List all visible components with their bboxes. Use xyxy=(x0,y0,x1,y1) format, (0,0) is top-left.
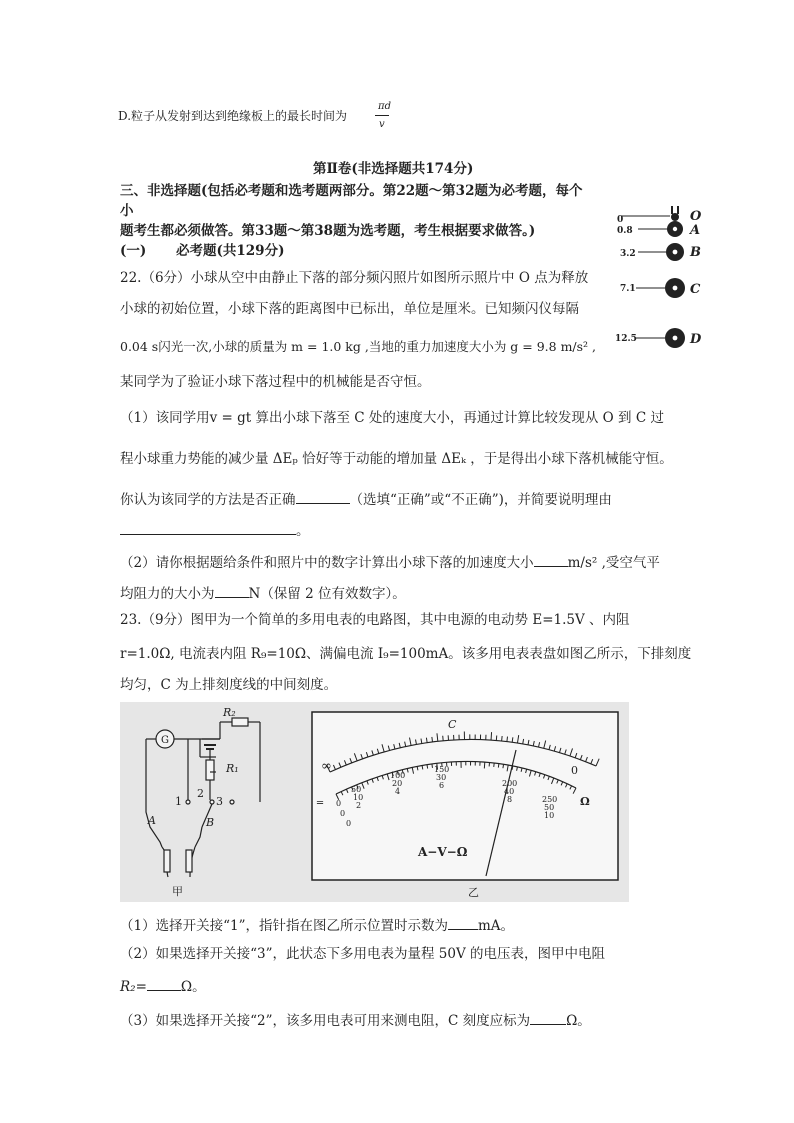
q23-line3: 均匀，C 为上排刻度线的中间刻度。 xyxy=(120,677,338,693)
terminal-b-label: B xyxy=(206,816,215,829)
mode-text: A−V−Ω xyxy=(418,845,468,859)
infinity-label: ∞ xyxy=(321,759,332,774)
q23-p3-a: （3）如果选择开关接“2”，该多用电表可用来测电阻，C 刻度应标为 xyxy=(120,1013,531,1029)
answer-blank-acceleration[interactable] xyxy=(534,554,568,567)
switch-contact-2 xyxy=(210,800,214,804)
ball-strobe-figure xyxy=(610,200,710,350)
mid-number-20: 20 xyxy=(392,779,403,788)
q22-p2-line1 xyxy=(120,554,660,571)
q22-p2-line2-a: 均阻力的大小为 xyxy=(120,586,215,602)
q22-p1-line3-a: 你认为该同学的方法是否正确 xyxy=(120,492,296,508)
q23-p1 xyxy=(120,917,514,934)
upper-number-250: 250 xyxy=(542,795,558,804)
label-o: O xyxy=(690,209,702,224)
distance-b: 3.2 xyxy=(620,249,636,259)
circuit-diagram xyxy=(120,702,300,902)
scale-tick xyxy=(491,732,492,740)
q23-p2b xyxy=(120,978,206,995)
distance-c: 7.1 xyxy=(620,284,636,294)
scale-tick xyxy=(427,765,428,769)
q22-p2-line2 xyxy=(120,585,406,602)
scale-tick xyxy=(503,764,504,768)
q22-p1-line1: （1）该同学用v = gt 算出小球下落至 C 处的速度大小，再通过计算比较发现从 O 到 C 过 xyxy=(120,410,664,426)
answer-blank-reading[interactable] xyxy=(448,917,478,930)
c-label: C xyxy=(448,718,457,731)
section-heading-line2: 题考生都必须做答。第33题～第38题为选考题，考生根据要求做答。) xyxy=(120,223,536,239)
section-title: 第Ⅱ卷(非选择题共174分) xyxy=(313,161,474,177)
ohm-scale-0b: 0 xyxy=(340,809,346,818)
terminal-a-label: A xyxy=(148,814,156,827)
switch-contact-3 xyxy=(230,800,234,804)
ball-d-highlight xyxy=(673,336,678,341)
scale-tick xyxy=(507,737,508,742)
q23-p2b-b: Ω。 xyxy=(180,979,206,995)
answer-blank-r2[interactable] xyxy=(147,978,181,991)
scale-tick xyxy=(422,765,423,769)
lead-b xyxy=(195,827,202,847)
circuit-caption: 甲 xyxy=(172,885,183,898)
scale-tick xyxy=(498,764,499,768)
fraction-numerator: πd xyxy=(378,101,391,112)
figure-panel xyxy=(120,702,629,902)
q22-p2-line2-b: N（保留 2 位有效数字）。 xyxy=(248,586,406,602)
fraction-denominator: v xyxy=(379,119,385,130)
answer-blank-reason[interactable] xyxy=(120,522,296,535)
fraction-bar xyxy=(375,115,389,116)
r2-resistor xyxy=(232,718,248,726)
q22-p1-line2: 程小球重力势能的减少量 ΔEₚ 恰好等于动能的增加量 ΔEₖ ，于是得出小球下落机械能守恒。 xyxy=(120,451,673,467)
option-d xyxy=(118,110,347,122)
ball-b-highlight xyxy=(673,250,678,255)
mid-number-30: 30 xyxy=(436,773,447,782)
q23-p2b-a: R₂= xyxy=(120,979,147,995)
ball-a-highlight xyxy=(673,227,677,231)
meter-dial xyxy=(306,706,626,898)
q23-p3 xyxy=(120,1012,591,1029)
galvanometer-label: G xyxy=(161,735,169,746)
q23-p1-b: mA。 xyxy=(477,918,515,934)
q22-p1-line4-end: 。 xyxy=(296,523,310,539)
distance-o: 0 xyxy=(617,215,624,225)
q23-p3-b: Ω。 xyxy=(566,1013,591,1029)
option-d-text: D.粒子从发射到达到绝缘板上的最长时间为 xyxy=(118,109,348,123)
ohm-label: Ω xyxy=(580,795,590,808)
r2-label: R₂ xyxy=(223,706,236,719)
section-heading-line1: 三、非选择题(包括必考题和选考题两部分。第22题～第32题为必考题，每个 xyxy=(120,183,583,199)
switch-contact-1 xyxy=(186,800,190,804)
mid-number-10: 10 xyxy=(353,793,364,802)
upper-number-150: 150 xyxy=(434,765,450,774)
scale-tick xyxy=(502,736,503,741)
switch-label-2: 2 xyxy=(197,787,204,800)
mid-number-40: 40 xyxy=(504,787,515,796)
ohm-scale-0a: 0 xyxy=(336,799,342,808)
q23-line1: 23.（9分）图甲为一个简单的多用电表的电路图，其中电源的电动势 E=1.5V 、内阻 xyxy=(120,612,630,628)
distance-a: 0.8 xyxy=(617,226,633,236)
low-number-10: 10 xyxy=(544,811,555,820)
switch-label-1: 1 xyxy=(175,795,182,808)
low-number-6: 6 xyxy=(439,781,445,790)
scale-tick xyxy=(512,737,513,742)
ball-o xyxy=(671,213,679,221)
upper-number-50: 50 xyxy=(351,785,362,794)
q22-p2-line1-b: m/s² ,受空气平 xyxy=(567,555,660,571)
label-b: B xyxy=(690,245,701,260)
low-number-8: 8 xyxy=(507,795,513,804)
q22-p1-line3-b: （选填“正确”或“不正确”)，并简要说明理由 xyxy=(349,492,612,508)
q22-line3: 0.04 s闪光一次,小球的质量为 m = 1.0 kg ,当地的重力加速度大小为 g = 9.8 m/s² , xyxy=(120,339,597,354)
answer-blank-c-scale[interactable] xyxy=(530,1012,566,1025)
sub-title: 必考题(共129分) xyxy=(176,243,285,259)
probe-b xyxy=(186,850,192,872)
section-heading-line1b: 小 xyxy=(120,203,134,219)
r1-resistor xyxy=(206,760,214,780)
upper-number-100: 100 xyxy=(390,771,406,780)
switch-label-3: 3 xyxy=(216,795,223,808)
label-a: A xyxy=(690,223,701,238)
q22-line4: 某同学为了验证小球下落过程中的机械能是否守恒。 xyxy=(120,374,431,390)
probe-a xyxy=(164,850,170,872)
q22-line1: 22.（6分）小球从空中由静止下落的部分频闪照片如图所示照片中 O 点为释放 xyxy=(120,270,589,286)
q22-p1-line3 xyxy=(120,491,612,508)
low-number-4: 4 xyxy=(395,787,401,796)
scale-tick xyxy=(432,764,433,768)
label-d: D xyxy=(690,332,702,347)
scale-tick xyxy=(432,737,433,742)
dc-symbol: ═ xyxy=(317,798,324,809)
q23-p2: （2）如果选择开关接“3”，此状态下多用电表为量程 50V 的电压表，图甲中电阻 xyxy=(120,946,605,962)
upper-number-200: 200 xyxy=(502,779,518,788)
r1-label: R₁ xyxy=(226,762,239,775)
low-number-2: 2 xyxy=(356,801,362,810)
q22-p2-line1-a: （2）请你根据题给条件和照片中的数字计算出小球下落的加速度大小 xyxy=(120,555,534,571)
q23-line2: r=1.0Ω, 电流表内阻 R₉=10Ω、满偏电流 I₉=100mA。该多用电表表盘如图乙所示，下排刻度 xyxy=(120,646,692,662)
q22-p1-line4 xyxy=(120,522,310,539)
answer-blank-force[interactable] xyxy=(215,585,249,598)
zero-label: 0 xyxy=(571,764,578,777)
ohm-scale-0c: 0 xyxy=(346,819,352,828)
ball-c-highlight xyxy=(673,286,678,291)
distance-d: 12.5 xyxy=(615,334,637,344)
label-c: C xyxy=(690,282,701,297)
mid-number-50: 50 xyxy=(544,803,555,812)
scale-tick xyxy=(426,738,427,743)
q22-line2: 小球的初始位置，小球下落的距离图中已标出，单位是厘米。已知频闪仪每隔 xyxy=(120,301,579,317)
q23-p1-a: （1）选择开关接“1”，指针指在图乙所示位置时示数为 xyxy=(120,918,448,934)
answer-blank-correctness[interactable] xyxy=(296,491,350,504)
sub-marker: (一) xyxy=(120,243,147,259)
meter-caption: 乙 xyxy=(468,886,479,898)
